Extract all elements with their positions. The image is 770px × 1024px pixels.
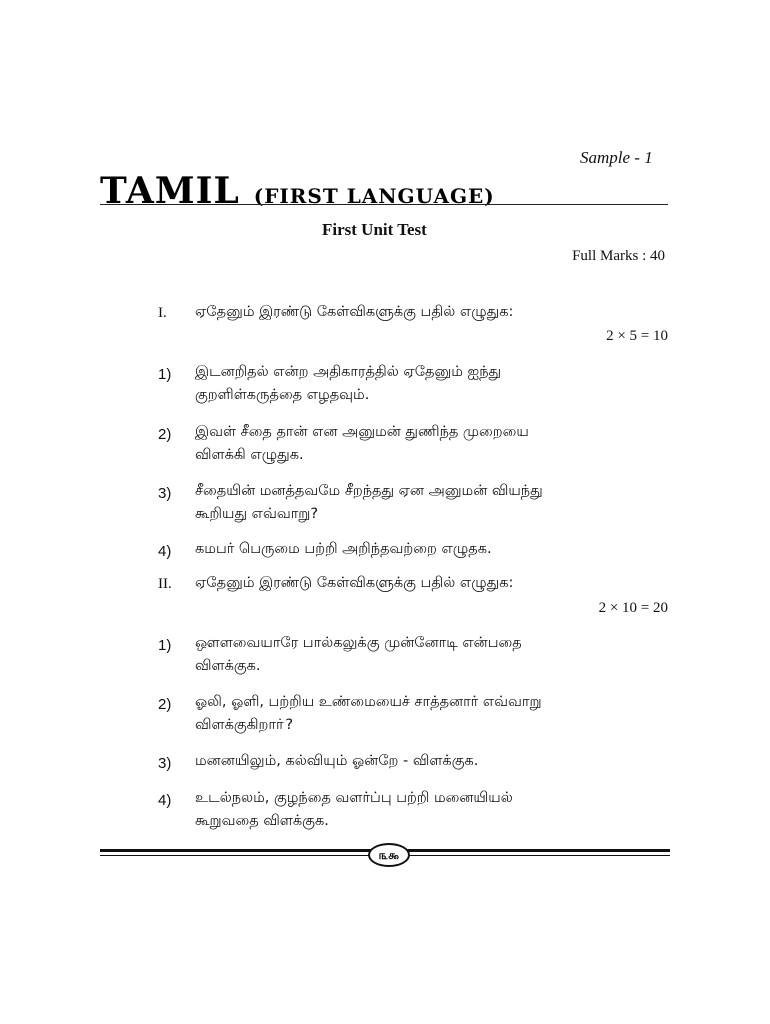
s1-q4-number: 4) bbox=[158, 543, 172, 560]
section-1-number: I. bbox=[158, 305, 167, 321]
section-2-number: II. bbox=[158, 576, 172, 592]
s2-q4-text: உடல்நலம், குழந்தை வளர்ப்பு பற்றி மனையியல் கூறுவதை விளக்குக. bbox=[195, 790, 513, 829]
s1-q2-text: இவள் சீதை தான் என அனுமன் துணிந்த முறையை விளக்கி எழுதுக. bbox=[195, 424, 529, 463]
s2-q2-text: ஓலி, ஓளி, பற்றிய உண்மையைச் சாத்தனார் எவ்வாறு விளக்குகிறாா்? bbox=[195, 694, 542, 733]
s2-q2-number: 2) bbox=[158, 696, 172, 713]
s1-q1-text: இடனறிதல் என்ற அதிகாரத்தில் ஏதேனும் ஐந்து குறளிள்கருத்தை எழதவும். bbox=[195, 364, 502, 403]
s2-q1-number: 1) bbox=[158, 637, 172, 654]
title-subject: TAMIL bbox=[100, 170, 240, 212]
page-number: ௩௯ bbox=[368, 843, 410, 867]
s2-q1-text: ஔளவையாரே பால்கலுக்கு முன்னோடி என்பதை விளக்குக. bbox=[195, 635, 522, 674]
test-name: First Unit Test bbox=[322, 220, 427, 239]
s1-q3-text: சீதையின் மனத்தவமே சீறந்தது ஏன அனுமன் வியந்து கூறியது எவ்வாறு? bbox=[195, 483, 543, 522]
sample-label: Sample - 1 bbox=[580, 148, 653, 167]
s1-q4-text: கமபர் பெருமை பற்றி அறிந்தவற்றை எழுதக. bbox=[195, 541, 492, 557]
section-1-marks: 2 × 5 = 10 bbox=[606, 328, 668, 344]
s2-q3-text: மனனயிலும், கல்வியும் ஓன்றே - விளக்குக. bbox=[195, 753, 479, 769]
s1-q3-number: 3) bbox=[158, 485, 172, 502]
page-title bbox=[100, 170, 495, 212]
title-divider bbox=[100, 204, 668, 205]
s2-q3-number: 3) bbox=[158, 755, 172, 772]
section-2-instruction: ஏதேனும் இரண்டு கேள்விகளுக்கு பதில் எழுதுக: bbox=[195, 575, 514, 591]
s2-q4-number: 4) bbox=[158, 792, 172, 809]
s1-q1-number: 1) bbox=[158, 366, 172, 383]
s1-q2-number: 2) bbox=[158, 426, 172, 443]
title-language: (FIRST LANGUAGE) bbox=[253, 184, 495, 208]
section-2-marks: 2 × 10 = 20 bbox=[598, 600, 668, 616]
section-1-instruction: ஏதேனும் இரண்டு கேள்விகளுக்கு பதில் எழுதுக: bbox=[195, 304, 514, 320]
full-marks: Full Marks : 40 bbox=[572, 248, 665, 264]
